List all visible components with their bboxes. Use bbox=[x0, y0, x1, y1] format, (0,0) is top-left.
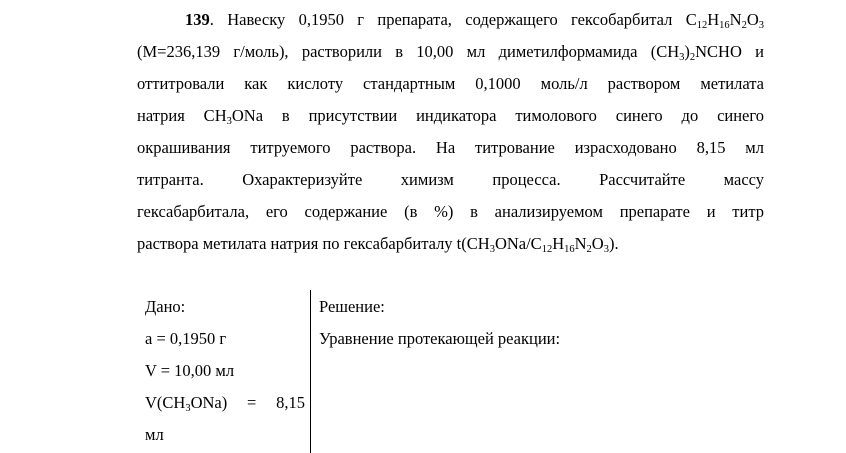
subscript: 3 bbox=[679, 52, 685, 63]
subscript: 12 bbox=[541, 244, 553, 255]
text-run: NCHO и bbox=[695, 42, 764, 61]
text-run: . Навеску 0,1950 г препарата, содержащего гексобарбитал С bbox=[209, 10, 697, 29]
subscript: 3 bbox=[603, 244, 609, 255]
text-run: оттитровали как кислоту стандартным 0,1000 моль/л раствором метилата bbox=[137, 74, 764, 93]
text-run: раствора метилата натрия по гексабарбиталу t(CH bbox=[137, 234, 490, 253]
solution-column bbox=[319, 290, 759, 453]
text-run: ONa) = 8,15 bbox=[190, 393, 305, 412]
text-run: гексабарбитала, его содержание (в %) в анализируемом препарате и титр bbox=[137, 202, 764, 221]
given-heading: Дано: bbox=[145, 297, 186, 316]
given-column bbox=[137, 290, 311, 453]
reaction-equation-label: Уравнение протекающей реакции: bbox=[319, 329, 561, 348]
subscript: 2 bbox=[741, 20, 747, 31]
text-run: H bbox=[707, 10, 720, 29]
text-run: V(CH bbox=[145, 393, 186, 412]
given-titrant-unit: мл bbox=[145, 425, 164, 444]
subscript: 2 bbox=[689, 52, 696, 63]
subscript: 3 bbox=[489, 244, 495, 255]
text-run: O bbox=[746, 10, 759, 29]
problem-line bbox=[137, 196, 764, 228]
subscript: 2 bbox=[586, 244, 592, 255]
text-run: титранта. Охарактеризуйте химизм процесса. Рассчитайте массу bbox=[137, 170, 764, 189]
problem-line bbox=[137, 36, 764, 68]
problem-number: 139 bbox=[185, 10, 210, 29]
given-volume: V = 10,00 мл bbox=[145, 361, 235, 380]
text-run: ONa в присутствии индикатора тимолового синего до синего bbox=[231, 106, 764, 125]
text-run: ONa/C bbox=[494, 234, 542, 253]
problem-text bbox=[137, 4, 764, 260]
solution-heading: Решение: bbox=[319, 297, 385, 316]
subscript: 16 bbox=[719, 20, 730, 31]
problem-line bbox=[137, 100, 764, 132]
problem-line bbox=[137, 164, 764, 196]
text-run: (М=236,139 г/моль), растворили в 10,00 мл диметилформамида (CH bbox=[137, 42, 680, 61]
text-run: натрия CH bbox=[137, 106, 227, 125]
text-run: H bbox=[552, 234, 565, 253]
problem-line bbox=[137, 4, 764, 36]
text-run: окрашивания титруемого раствора. На титрование израсходовано 8,15 мл bbox=[137, 138, 764, 157]
text-run: N bbox=[729, 10, 742, 29]
problem-line bbox=[137, 228, 764, 260]
problem-line bbox=[137, 132, 764, 164]
given-mass: a = 0,1950 г bbox=[145, 329, 227, 348]
subscript: 12 bbox=[696, 20, 708, 31]
subscript: 3 bbox=[185, 403, 191, 414]
text-run: ) bbox=[684, 42, 690, 61]
subscript: 3 bbox=[758, 20, 764, 31]
given-titrant-volume bbox=[145, 393, 305, 413]
text-run: ). bbox=[608, 234, 619, 253]
text-run: O bbox=[591, 234, 604, 253]
problem-line bbox=[137, 68, 764, 100]
subscript: 16 bbox=[564, 244, 575, 255]
text-run: N bbox=[574, 234, 587, 253]
subscript: 3 bbox=[226, 116, 232, 127]
